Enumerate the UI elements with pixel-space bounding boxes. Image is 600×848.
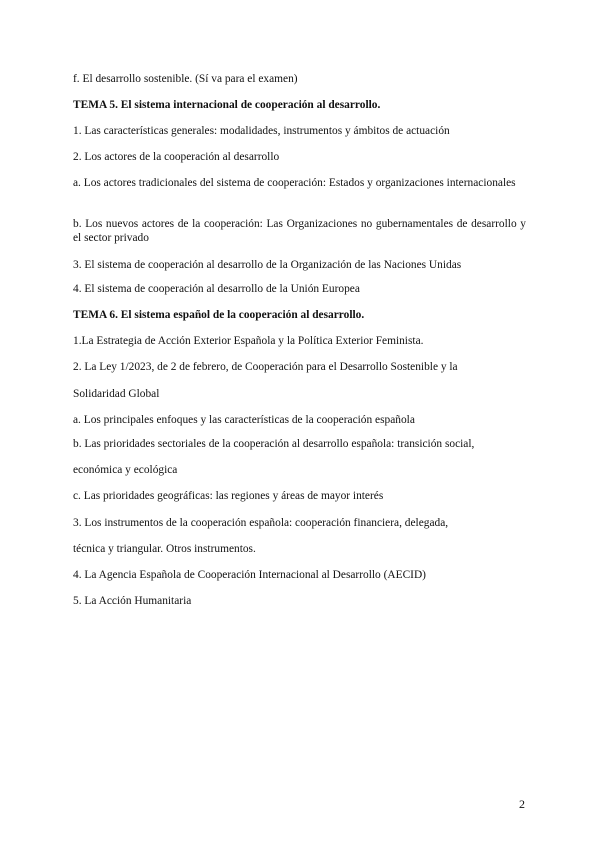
tema6-item-4: 4. La Agencia Española de Cooperación Internacional al Desarrollo (AECID) [73,569,426,581]
tema5-item-3: 3. El sistema de cooperación al desarrollo de la Organización de las Naciones Unidas [73,259,462,271]
tema6-item-1: 1.La Estrategia de Acción Exterior Española y la Política Exterior Feminista. [73,335,424,347]
tema6-item-2b-cont: económica y ecológica [73,464,178,476]
page-number: 2 [519,797,525,811]
tema6-item-5: 5. La Acción Humanitaria [73,595,192,607]
tema6-item-3-cont: técnica y triangular. Otros instrumentos. [73,543,256,555]
tema6-item-2-cont: Solidaridad Global [73,388,160,400]
tema6-item-3: 3. Los instrumentos de la cooperación española: cooperación financiera, delegada, [73,517,449,529]
tema6-item-2b: b. Las prioridades sectoriales de la cooperación al desarrollo española: transición social, [73,438,475,450]
intro-item: f. El desarrollo sostenible. (Sí va para el examen) [73,73,298,85]
tema6-item-2c: c. Las prioridades geográficas: las regiones y áreas de mayor interés [73,490,384,502]
tema5-item-4: 4. El sistema de cooperación al desarrollo de la Unión Europea [73,283,360,295]
tema5-item-2a: a. Los actores tradicionales del sistema de cooperación: Estados y organizaciones internacionales [73,177,516,189]
tema5-item-2b: b. Los nuevos actores de la cooperación: Las Organizaciones no gubernamentales de desarrollo y el sector privado [73,218,526,244]
tema5-item-1: 1. Las características generales: modalidades, instrumentos y ámbitos de actuación [73,125,450,137]
tema6-item-2a: a. Los principales enfoques y las características de la cooperación española [73,414,415,426]
tema5-heading: TEMA 5. El sistema internacional de cooperación al desarrollo. [73,99,381,111]
tema5-item-2: 2. Los actores de la cooperación al desarrollo [73,151,280,163]
tema6-item-2: 2. La Ley 1/2023, de 2 de febrero, de Cooperación para el Desarrollo Sostenible y la [73,361,458,373]
tema6-heading: TEMA 6. El sistema español de la cooperación al desarrollo. [73,309,365,321]
